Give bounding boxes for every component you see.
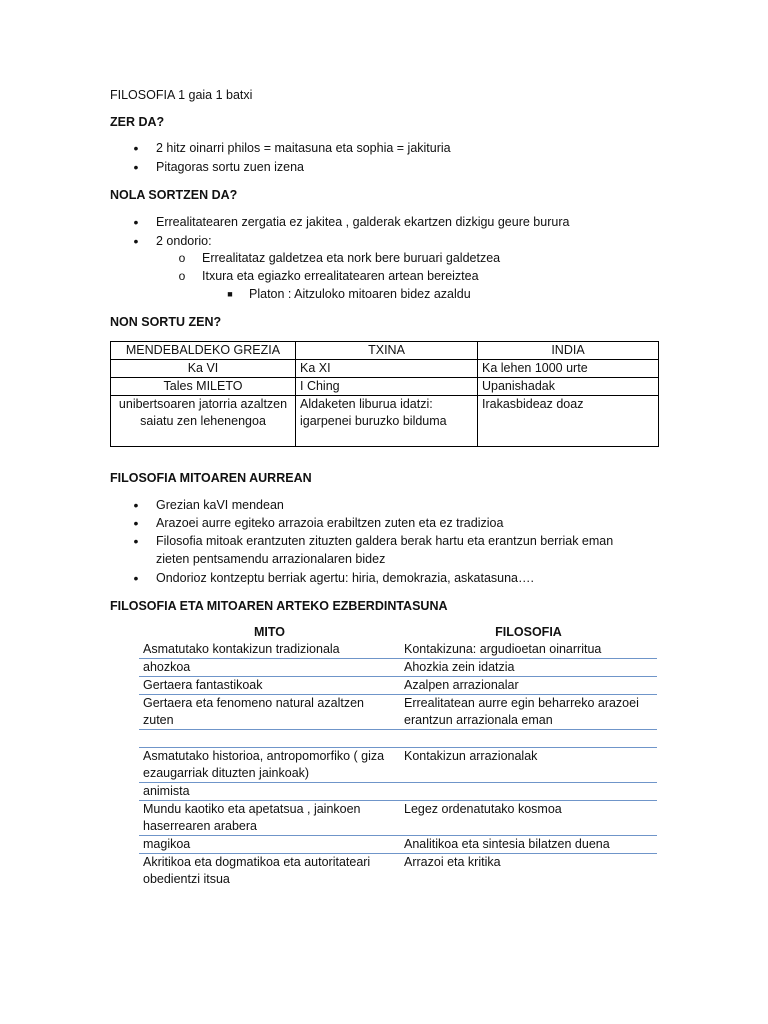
bullet-dot: • bbox=[133, 497, 139, 513]
table-header-cell: MITO bbox=[253, 625, 286, 639]
bullet-dot: • bbox=[133, 214, 139, 230]
table-cell: Azalpen arrazionalar bbox=[400, 677, 657, 695]
table-cell: Asmatutako historioa, antropomorfiko ( giza ezaugarriak dituzten jainkoak) bbox=[139, 748, 400, 783]
table-header-cell: INDIA bbox=[478, 342, 659, 360]
table-cell: Gertaera fantastikoak bbox=[139, 677, 400, 695]
table-cell: Analitikoa eta sintesia bilatzen duena bbox=[400, 836, 657, 854]
list-item-continuation: zieten pentsamendu arrazionalaren bidez bbox=[156, 552, 386, 566]
table-row bbox=[139, 836, 657, 854]
table-row bbox=[139, 801, 657, 836]
doc-title: FILOSOFIA 1 gaia 1 batxi bbox=[110, 88, 253, 102]
table-header-row bbox=[139, 624, 657, 641]
list-item: 2 hitz oinarri philos = maitasuna eta sophia = jakituria bbox=[156, 141, 451, 155]
table-cell: magikoa bbox=[139, 836, 400, 854]
bullet-dot: • bbox=[133, 515, 139, 531]
bullet-circle: o bbox=[178, 251, 186, 265]
table-header-cell: MENDEBALDEKO GREZIA bbox=[111, 342, 296, 360]
origins-table bbox=[110, 341, 659, 447]
table-row bbox=[139, 641, 657, 659]
bullet-square: ■ bbox=[227, 289, 233, 299]
list-subsubitem: Platon : Aitzuloko mitoaren bidez azaldu bbox=[249, 287, 471, 301]
table-cell: I Ching bbox=[296, 378, 478, 396]
table-row bbox=[111, 378, 659, 396]
bullet-dot: • bbox=[133, 570, 139, 586]
table-row bbox=[139, 730, 657, 748]
list-item: 2 ondorio: bbox=[156, 234, 212, 248]
table-header-cell: FILOSOFIA bbox=[495, 625, 562, 639]
table-cell: Ahozkia zein idatzia bbox=[400, 659, 657, 677]
bullet-dot: • bbox=[133, 533, 139, 549]
table-row bbox=[139, 854, 657, 889]
table-cell bbox=[400, 730, 657, 748]
table-cell: Aldaketen liburua idatzi: igarpenei buruzko bilduma bbox=[296, 396, 478, 447]
table-cell: ahozkoa bbox=[139, 659, 400, 677]
table-cell: Upanishadak bbox=[478, 378, 659, 396]
table-cell: animista bbox=[139, 783, 400, 801]
heading-non-sortu: NON SORTU ZEN? bbox=[110, 315, 222, 329]
list-subitem: Errealitataz galdetzea eta nork bere buruari galdetzea bbox=[202, 251, 501, 265]
table-cell: Ka VI bbox=[111, 360, 296, 378]
heading-zer-da: ZER DA? bbox=[110, 115, 165, 129]
table-cell: Irakasbideaz doaz bbox=[478, 396, 659, 447]
table-cell: Ka lehen 1000 urte bbox=[478, 360, 659, 378]
table-cell bbox=[139, 730, 400, 748]
table-cell bbox=[400, 783, 657, 801]
table-cell: Arrazoi eta kritika bbox=[404, 855, 501, 869]
table-row bbox=[139, 695, 657, 730]
table-row bbox=[139, 677, 657, 695]
table-row bbox=[139, 748, 657, 783]
table-cell: Errealitatean aurre egin beharreko arazoei erantzun arrazionala eman bbox=[400, 695, 657, 730]
table-cell: Tales MILETO bbox=[111, 378, 296, 396]
comparison-table bbox=[139, 624, 657, 888]
table-cell: Gertaera eta fenomeno natural azaltzen zuten bbox=[139, 695, 400, 730]
list-item: Ondorioz kontzeptu berriak agertu: hiria, demokrazia, askatasuna…. bbox=[156, 571, 534, 585]
bullet-dot: • bbox=[133, 159, 139, 175]
list-subitem: Itxura eta egiazko errealitatearen artean bereiztea bbox=[202, 269, 479, 283]
table-row bbox=[139, 659, 657, 677]
table-cell: Legez ordenatutako kosmoa bbox=[400, 801, 657, 836]
table-cell: unibertsoaren jatorria azaltzen saiatu zen lehenengoa bbox=[111, 396, 296, 447]
list-item: Pitagoras sortu zuen izena bbox=[156, 160, 305, 174]
list-item: Errealitatearen zergatia ez jakitea , galderak ekartzen dizkigu geure burura bbox=[156, 215, 570, 229]
table-header-row bbox=[111, 342, 659, 360]
table-cell: Kontakizun arrazionalak bbox=[400, 748, 657, 783]
list-item: Grezian kaVI mendean bbox=[156, 498, 284, 512]
table-cell: Asmatutako kontakizun tradizionala bbox=[139, 641, 400, 659]
list-item: Filosofia mitoak erantzuten zituzten galdera berak hartu eta erantzun berriak eman bbox=[156, 534, 614, 548]
table-cell: Mundu kaotiko eta apetatsua , jainkoen haserrearen arabera bbox=[139, 801, 400, 836]
table-row bbox=[111, 396, 659, 447]
heading-ezberdintasuna: FILOSOFIA ETA MITOAREN ARTEKO EZBERDINTASUNA bbox=[110, 599, 448, 613]
table-row bbox=[139, 783, 657, 801]
bullet-dot: • bbox=[133, 233, 139, 249]
heading-nola-sortzen: NOLA SORTZEN DA? bbox=[110, 188, 238, 202]
list-item: Arazoei aurre egiteko arrazoia erabiltzen zuten eta ez tradizioa bbox=[156, 516, 504, 530]
heading-mitoaren-aurrean: FILOSOFIA MITOAREN AURREAN bbox=[110, 471, 312, 485]
table-row bbox=[111, 360, 659, 378]
bullet-circle: o bbox=[178, 269, 186, 283]
bullet-dot: • bbox=[133, 140, 139, 156]
table-cell: Akritikoa eta dogmatikoa eta autoritateari obedientzi itsua bbox=[143, 855, 371, 886]
table-cell: Ka XI bbox=[296, 360, 478, 378]
table-cell: Kontakizuna: argudioetan oinarritua bbox=[400, 641, 657, 659]
table-header-cell: TXINA bbox=[296, 342, 478, 360]
